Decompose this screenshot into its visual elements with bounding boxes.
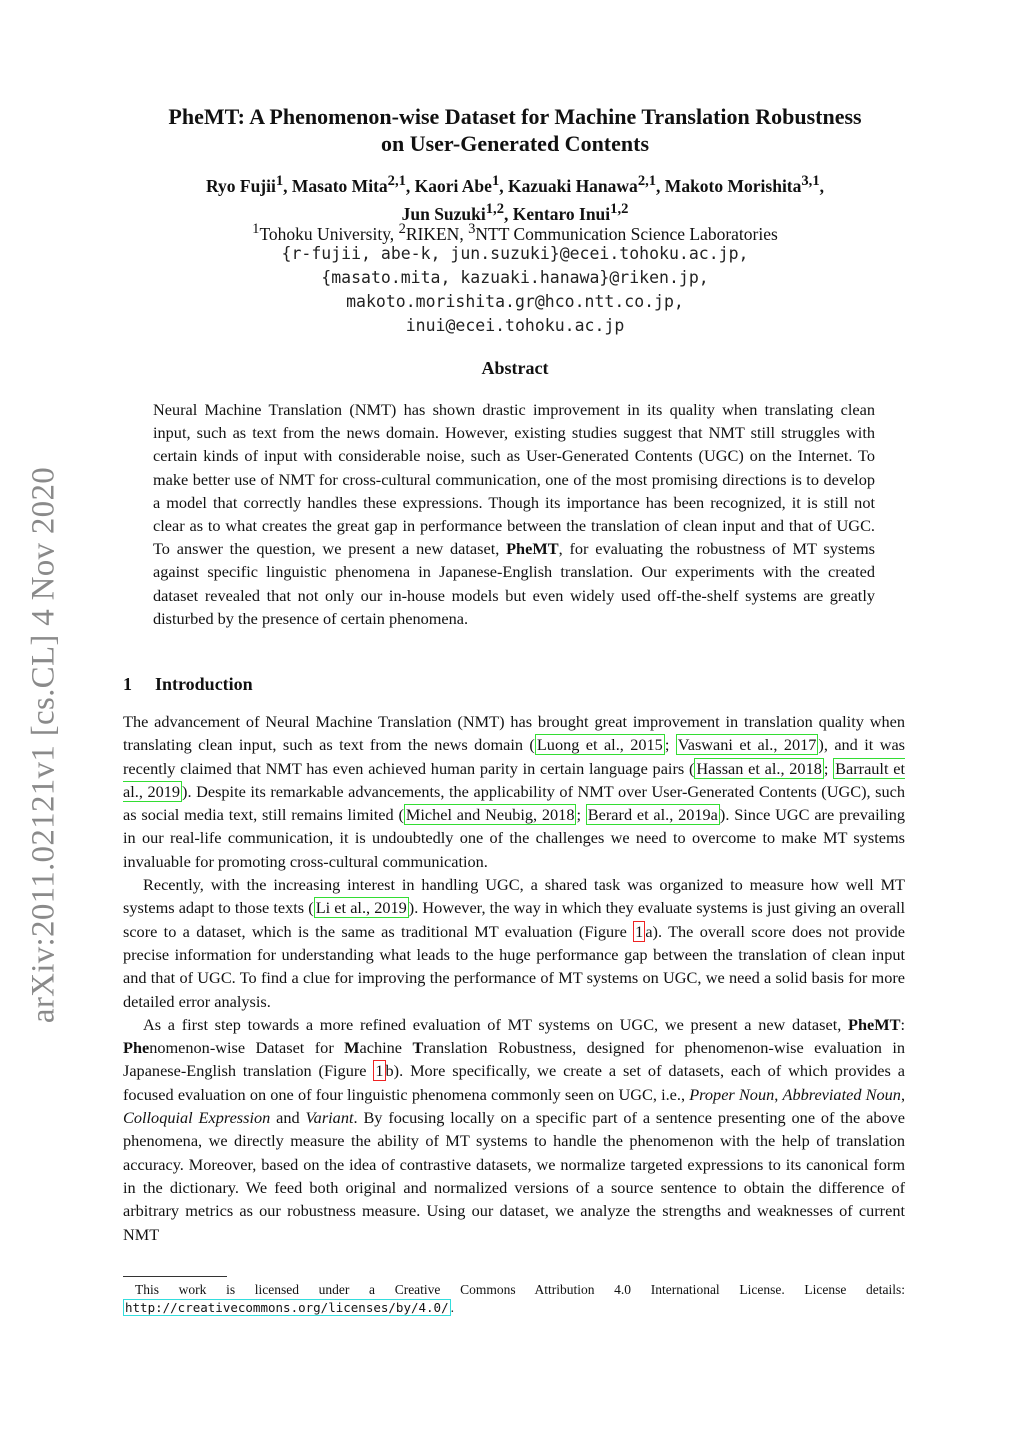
author-name: Makoto Morishita: [664, 175, 802, 196]
author-sup: 1,2: [485, 200, 504, 217]
section-title: Introduction: [155, 674, 253, 694]
section-number: 1: [123, 674, 132, 694]
title-line-2: on User-Generated Contents: [380, 131, 650, 156]
author-sup: 2,1: [637, 173, 657, 189]
citation-link[interactable]: Vaswani et al., 2017: [677, 735, 817, 755]
email-line[interactable]: inui@ecei.tohoku.ac.jp: [405, 316, 625, 335]
author-sup: 3,1: [801, 173, 820, 189]
email-line[interactable]: {masato.mita, kazuaki.hanawa}@riken.jp,: [321, 268, 709, 287]
author-name: Masato Mita: [291, 175, 388, 196]
author-name: Ryo Fujii: [205, 175, 276, 196]
author-name: Kazuaki Hanawa: [507, 175, 638, 196]
figure-ref-link[interactable]: 1: [375, 1061, 384, 1081]
abstract-body: Neural Machine Translation (NMT) has shown drastic improvement in its quality when translating clean input, such as text from the news domain. However, existing studies suggest that NMT still struggles with certain kinds of input with considerable noise, such as User-Generated Contents (UGC) on the Internet. To make better use of NMT for cross-cultural communication, one of the most promising directions is to develop a model that correctly handles these expressions. Though its importance has been recognized, it is still not clear as to what creates the great gap in performance between the translation of clean input and that of UGC. To answer the question, we present a new dataset, PheMT, for evaluating the robustness of MT systems against specific linguistic phenomena in Japanese-English translation. Our experiments with the created dataset revealed that not only our in-house models but even widely used off-the-shelf systems are greatly disturbed by the presence of certain phenomena.: [153, 400, 875, 628]
affil-name: Tohoku University,: [259, 223, 399, 244]
citation-link[interactable]: Michel and Neubig, 2018: [405, 805, 575, 825]
affil-sup: 3: [468, 221, 476, 237]
arxiv-stamp: [8, 450, 80, 1040]
paper-title: [110, 103, 920, 157]
section-heading: [123, 674, 253, 695]
author-name: Jun Suzuki: [401, 203, 486, 224]
author-name: Kentaro Inui: [512, 203, 611, 224]
citation-link[interactable]: Berard et al., 2019a: [587, 805, 718, 825]
author-sup: 1: [491, 173, 500, 189]
affil-name: NTT Communication Science Laboratories: [475, 223, 778, 244]
author-sup: 2,1: [387, 173, 406, 189]
footnote: This work is licensed under a Creative Commons Attribution 4.0 International License. License details: http://creativecommons.org/licenses/by/4.0/ .: [125, 1282, 905, 1315]
author-list: Ryo Fujii$^1$, Masato Mita$^{2,1}$, Kaori Abe$^1$, Kazuaki Hanawa$^{2,1}$, Makoto Morishita$^{3,1}$, Jun Suzuki$^{1,2}$, Kentaro Inui$^{1,2}$: [205, 173, 824, 224]
author-sup: 1: [275, 173, 284, 189]
email-line[interactable]: {r-fujii, abe-k, jun.suzuki}@ecei.tohoku.ac.jp,: [281, 244, 749, 263]
citation-link[interactable]: Li et al., 2019: [315, 898, 407, 918]
paragraph: As a first step towards a more refined evaluation of MT systems on UGC, we present a new dataset, PheMT: Phenomenon-wise Dataset for Machine Translation Robustness, designed for phenomenon-wise evaluation in Japanese-English translation (Figure 1 b). More specifically, we create a set of datasets, each of which provides a focused evaluation on one of four linguistic phenomena commonly seen on UGC, i.e., Proper Noun, Abbreviated Noun, Colloquial Expression and Variant. By focusing locally on a specific part of a sentence presenting one of the above phenomena, we directly measure the ability of MT systems to handle the phenomenon with the help of translation accuracy. Moreover, based on the idea of contrastive datasets, we normalize targeted expressions to its canonical form in the dictionary. We feed both original and normalized versions of a source sentence to obtain the difference of arbitrary metrics as our robustness measure. Using our dataset, we analyze the strengths and weaknesses of current NMT: [123, 1014, 906, 1244]
intro-body: [123, 710, 905, 1246]
citation-link[interactable]: Luong et al., 2015: [536, 735, 663, 755]
author-name: Kaori Abe: [414, 175, 492, 196]
abstract-heading: Abstract: [481, 358, 549, 378]
citation-link[interactable]: Hassan et al., 2018: [696, 758, 822, 778]
dataset-name: PheMT: [506, 539, 559, 559]
paragraph: The advancement of Neural Machine Translation (NMT) has brought great improvement in translation quality when translating clean input, such as text from the news domain ( Luong et al., 2015 ; Vaswani et al., 2017 ), and it was recently claimed that NMT has even achieved human parity in certain language pairs ( Hassan et al., 2018 ; Barrault et al., 2019 ). Despite its remarkable advancements, the applicability of NMT over User-Generated Contents (UGC), such as social media text, still remains limited ( Michel and Neubig, 2018 ; Berard et al., 2019a ). Since UGC are prevailing in our real-life communication, it is undoubtedly one of the challenges we need to overcome to make MT systems invaluable for promoting cross-cultural communication.: [123, 712, 906, 871]
footnote-divider: [123, 1276, 227, 1277]
email-list: [110, 242, 920, 338]
figure-ref-link[interactable]: 1: [635, 921, 644, 941]
citation-link[interactable]: Barrault et al., 2019: [123, 758, 905, 801]
license-url-link[interactable]: http://creativecommons.org/licenses/by/4.0/: [125, 1300, 449, 1315]
affil-name: RIKEN,: [405, 223, 469, 244]
affil-sup: 1: [252, 221, 260, 237]
email-line[interactable]: makoto.morishita.gr@hco.ntt.co.jp,: [346, 292, 684, 311]
title-line-1: PheMT: A Phenomenon-wise Dataset for Machine Translation Robustness: [168, 104, 862, 129]
paragraph: Recently, with the increasing interest in handling UGC, a shared task was organized to measure how well MT systems adapt to those texts ( Li et al., 2019 ). However, the way in which they evaluate systems is just giving an overall score to a dataset, which is the same as traditional MT evaluation (Figure 1 a). The overall score does not provide precise information for understanding what leads to the huge performance gap between the translation of clean input and that of UGC. To find a clue for improving the performance of MT systems on UGC, we need a solid basis for more detailed error analysis.: [123, 875, 906, 1011]
affil-sup: 2: [398, 221, 406, 237]
arxiv-id: arXiv:2011.02121v1 [cs.CL] 4 Nov 2020: [25, 466, 62, 1024]
author-sup: 1,2: [610, 200, 629, 217]
